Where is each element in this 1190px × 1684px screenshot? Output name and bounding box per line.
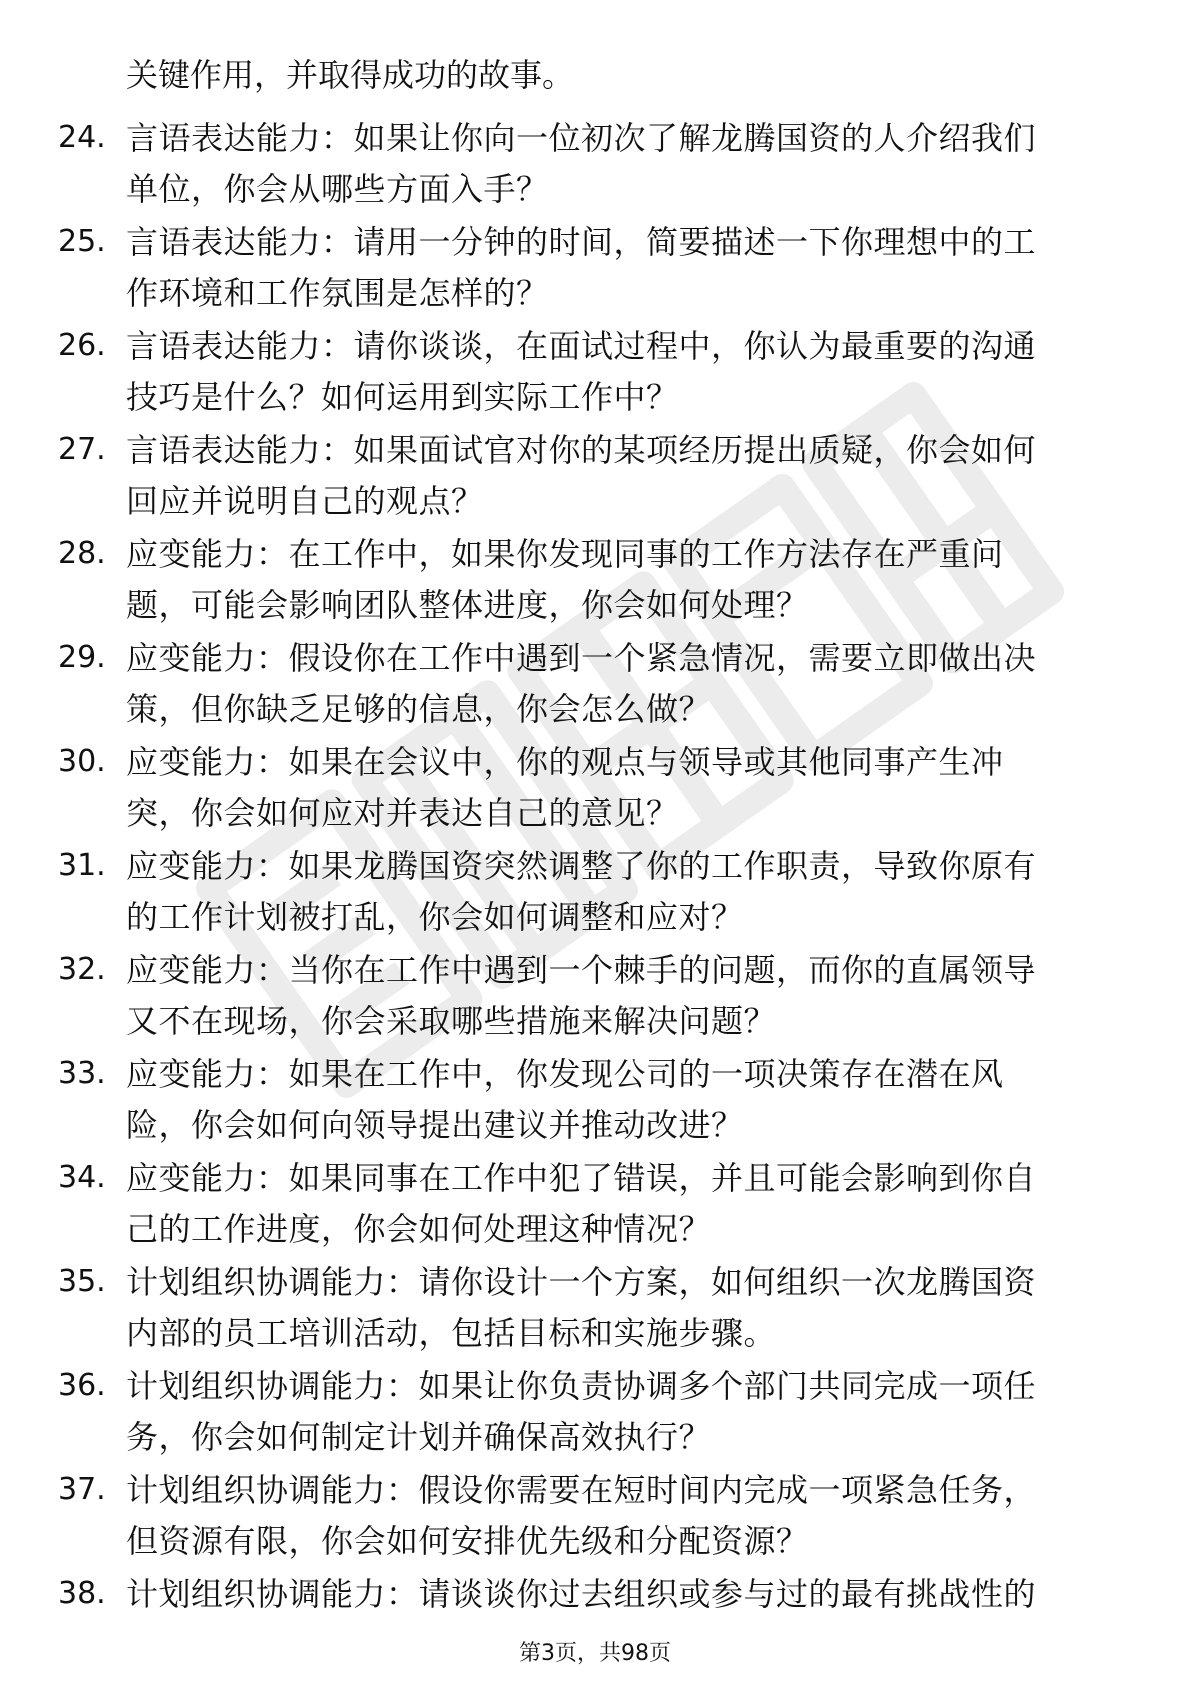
question-text-line: 言语表达能力：请用一分钟的时间，简要描述一下你理想中的工 (126, 223, 1037, 261)
question-text (126, 945, 1126, 1047)
question-number: 28. (58, 536, 106, 571)
list-item (58, 425, 1118, 529)
question-number: 38. (58, 1576, 106, 1611)
question-text-line: 应变能力：在工作中，如果你发现同事的工作方法存在严重问 (126, 535, 1004, 573)
question-text-line: 计划组织协调能力：如果让你负责协调多个部门共同完成一项任 (126, 1367, 1037, 1405)
question-number: 31. (58, 848, 106, 883)
question-text-line: 言语表达能力：如果面试官对你的某项经历提出质疑，你会如何 (126, 431, 1037, 469)
list-item (58, 529, 1118, 633)
question-number: 32. (58, 952, 106, 987)
question-number: 26. (58, 328, 106, 363)
question-number: 34. (58, 1160, 106, 1195)
list-item (58, 633, 1118, 737)
list-item (58, 1465, 1118, 1569)
question-text (126, 425, 1126, 527)
question-number: 24. (58, 120, 106, 155)
question-text (126, 1569, 1126, 1620)
question-number: 29. (58, 640, 106, 675)
question-text-line: 应变能力：假设你在工作中遇到一个紧急情况，需要立即做出决 (126, 639, 1037, 677)
question-text (126, 633, 1126, 735)
list-item (58, 1361, 1118, 1465)
question-text (126, 1361, 1126, 1463)
list-item (58, 1257, 1118, 1361)
list-item (58, 217, 1118, 321)
question-text-line: 计划组织协调能力：请谈谈你过去组织或参与过的最有挑战性的 (126, 1575, 1037, 1613)
question-number: 37. (58, 1472, 106, 1507)
list-item (58, 321, 1118, 425)
question-number: 36. (58, 1368, 106, 1403)
list-item (58, 841, 1118, 945)
question-text (126, 1153, 1126, 1255)
question-text-line: 务，你会如何制定计划并确保高效执行？ (126, 1418, 712, 1456)
question-text-line: 言语表达能力：如果让你向一位初次了解龙腾国资的人介绍我们 (126, 119, 1037, 157)
question-text (126, 1049, 1126, 1151)
question-number: 35. (58, 1264, 106, 1299)
question-text-line: 己的工作进度，你会如何处理这种情况？ (126, 1210, 712, 1248)
question-text-line: 但资源有限，你会如何安排优先级和分配资源？ (126, 1522, 809, 1560)
question-text-line: 的工作计划被打乱，你会如何调整和应对？ (126, 898, 744, 936)
question-text-line: 险，你会如何向领导提出建议并推动改进？ (126, 1106, 744, 1144)
question-number: 25. (58, 224, 106, 259)
list-item (58, 945, 1118, 1049)
question-text-line: 突，你会如何应对并表达自己的意见？ (126, 794, 679, 832)
question-text-line: 技巧是什么？如何运用到实际工作中？ (126, 378, 679, 416)
question-text (126, 737, 1126, 839)
question-text-line: 应变能力：如果同事在工作中犯了错误，并且可能会影响到你自 (126, 1159, 1037, 1197)
question-text-line: 应变能力：如果在会议中，你的观点与领导或其他同事产生冲 (126, 743, 1004, 781)
question-text-line: 言语表达能力：请你谈谈，在面试过程中，你认为最重要的沟通 (126, 327, 1037, 365)
question-text (126, 529, 1126, 631)
question-text-line: 单位，你会从哪些方面入手？ (126, 170, 549, 208)
question-text-line: 应变能力：如果龙腾国资突然调整了你的工作职责，导致你原有 (126, 847, 1037, 885)
question-text (126, 321, 1126, 423)
question-text (126, 113, 1126, 215)
question-text-line: 计划组织协调能力：假设你需要在短时间内完成一项紧急任务， (126, 1471, 1037, 1509)
question-text-line: 又不在现场，你会采取哪些措施来解决问题？ (126, 1002, 777, 1040)
question-text (126, 1257, 1126, 1359)
list-item (58, 1153, 1118, 1257)
list-item (58, 113, 1118, 217)
question-text-line: 策，但你缺乏足够的信息，你会怎么做？ (126, 690, 712, 728)
question-list (58, 113, 1118, 1673)
question-text (126, 841, 1126, 943)
question-text-line: 题，可能会影响团队整体进度，你会如何处理？ (126, 586, 809, 624)
question-number: 30. (58, 744, 106, 779)
question-text-line: 计划组织协调能力：请你设计一个方案，如何组织一次龙腾国资 (126, 1263, 1037, 1301)
page-footer: 第3页，共98页 (519, 1641, 671, 1666)
question-number: 33. (58, 1056, 106, 1091)
question-text-line: 作环境和工作氛围是怎样的？ (126, 274, 549, 312)
question-text-line: 应变能力：当你在工作中遇到一个棘手的问题，而你的直属领导 (126, 951, 1037, 989)
question-text-line: 回应并说明自己的观点？ (126, 482, 484, 520)
question-number: 27. (58, 432, 106, 467)
list-item (58, 737, 1118, 841)
question-text (126, 217, 1126, 319)
question-text (126, 1465, 1126, 1567)
question-text-line: 应变能力：如果在工作中，你发现公司的一项决策存在潜在风 (126, 1055, 1004, 1093)
continuation-text: 关键作用，并取得成功的故事。 (126, 56, 575, 94)
list-item (58, 1049, 1118, 1153)
question-text-line: 内部的员工培训活动，包括目标和实施步骤。 (126, 1314, 777, 1352)
